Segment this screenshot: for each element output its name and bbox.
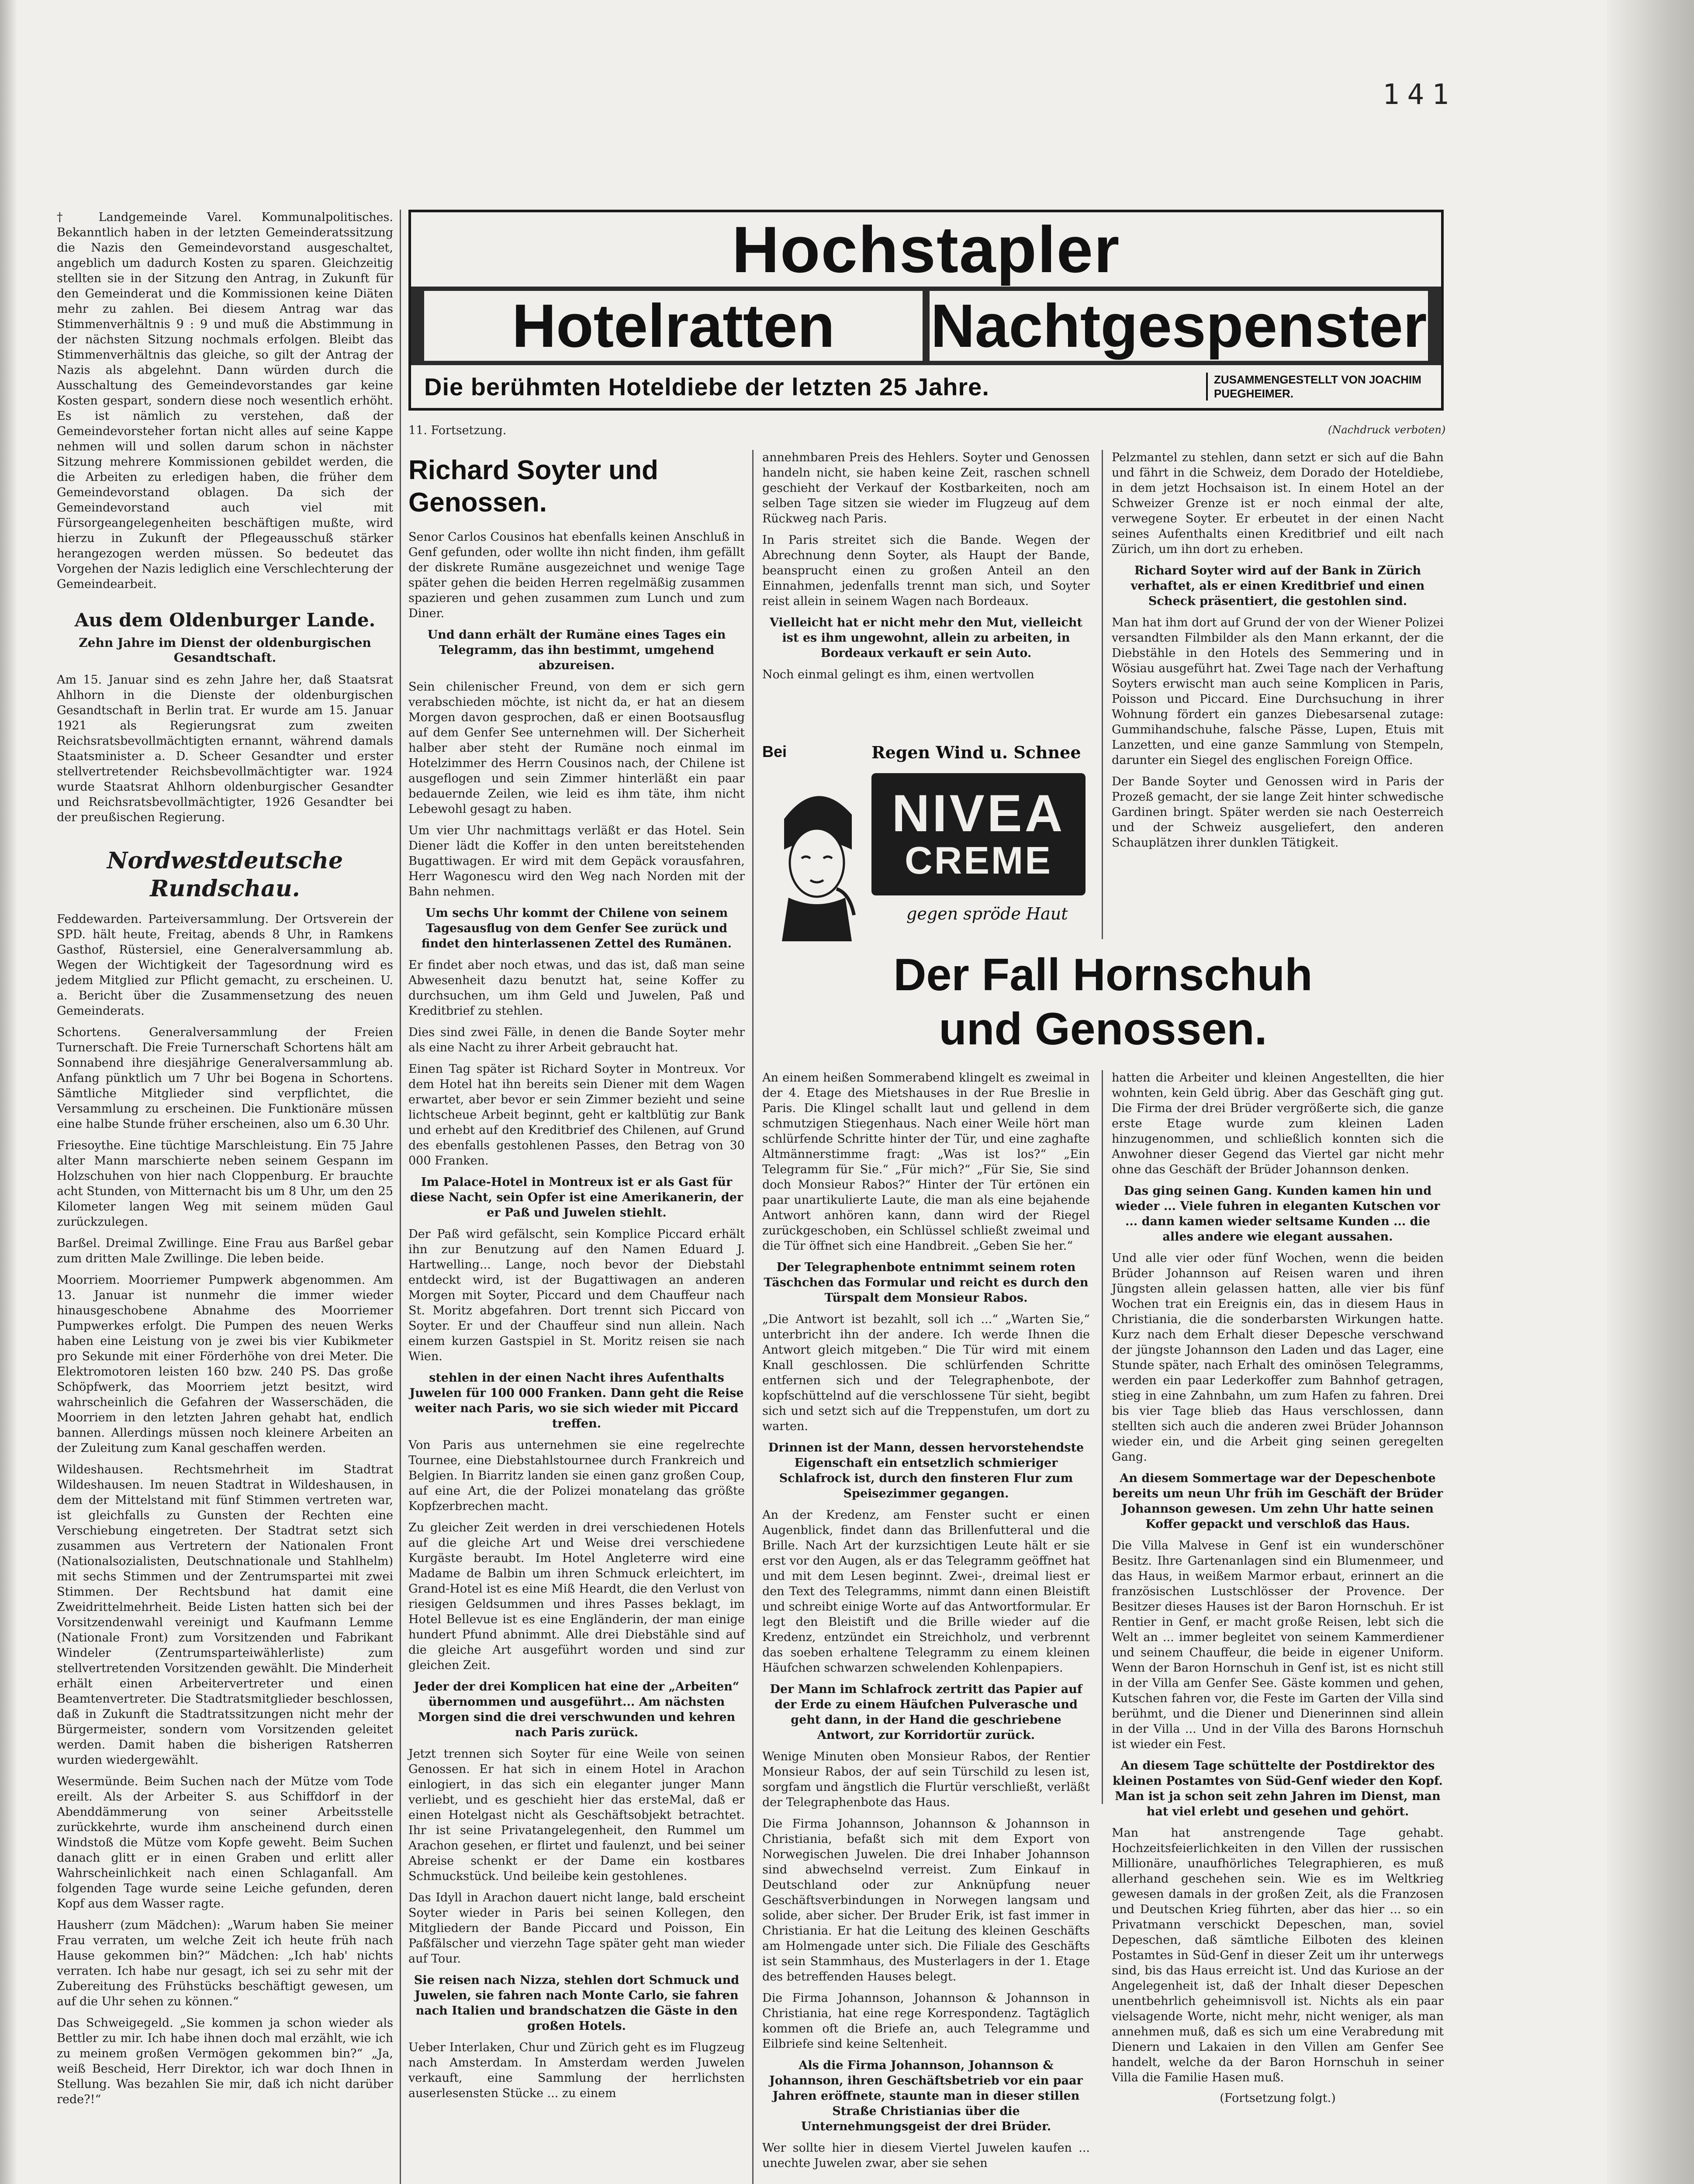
- column-rule: [400, 210, 401, 2184]
- column-rule: [1102, 450, 1103, 939]
- subheading-gesandtschaft: Zehn Jahre im Dienst der oldenburgischen Gesandtschaft.: [79, 636, 371, 665]
- woman-portrait-illustration: [775, 767, 858, 941]
- column-rule: [752, 450, 754, 2184]
- headline-credit: ZUSAMMENGESTELLT VON JOACHIM PUEGHEIMER.: [1206, 373, 1441, 401]
- article-schortens: Schortens. Generalversammlung der Freien Turnerschaft. Die Freie Turnerschaft Schortens hält am Sonnabend ihre diesjährige Generalversammlung ab. Anfang pünktlich um 7 Uhr bei Bogena in Schortens. Sämtliche Mitglieder sind verpflichtet, die Versammlung zu erscheinen. Die Funktionäre müssen eine halbe Stunde früher erscheinen, also um 6.30 Uhr.: [57, 1026, 393, 1131]
- paragraph: Der Paß wird gefälscht, sein Komplice Piccard erhält ihn zur Benutzung auf den Namen Eduard J. Hartwelling... Lange, noch bevor der Diebstahl entdeckt wird, ist der Bugattiwagen an anderen Morgen mit Soyter, Piccard und dem Chauffeur nach St. Moritz abgefahren. Dort trennt sich Piccard von Soyter. Er und der Chauffeur sind nun allein. Nach einem kurzen Gastspiel in St. Moritz reisen sie nach Wien.: [408, 1227, 745, 1363]
- paragraph: Der Bande Soyter und Genossen wird in Paris der Prozeß gemacht, der sie lange Zeit hinter schwedische Gardinen bringt. Später werden sie nach Oesterreich und der Schweiz ausgeliefert, den anderen Schauplätzen ihrer dunklen Tätigkeit.: [1112, 775, 1444, 850]
- hornschuh-title-line2: und Genossen.: [939, 1004, 1267, 1054]
- article-barssel: Barßel. Dreimal Zwillinge. Eine Frau aus Barßel gebar zum dritten Male Zwillinge. Die leben beide.: [57, 1237, 393, 1265]
- continuation-note: 11. Fortsetzung.: [408, 424, 507, 437]
- section-heading-rundschau: Nordwestdeutsche Rundschau.: [107, 847, 343, 902]
- article-wesermuende: Wesermünde. Beim Suchen nach der Mütze vom Tode ereilt. Als der Arbeiter S. aus Schiffdorf in der Abenddämmerung von seiner Arbeitsstelle zurückkehrte, wurde ihm anscheinend durch einen Windstoß die Mütze vom Kopfe geweht. Beim Suchen danach glitt er in einen Graben und erlitt aller Wahrscheinlichkeit nach einen Schlaganfall. Am folgenden Tage wurde seine Leiche gefunden, deren Kopf aus dem Wasser ragte.: [57, 1775, 393, 1911]
- column-local-news: [57, 210, 393, 2184]
- bold-lead: Im Palace-Hotel in Montreux ist er als Gast für diese Nacht, sein Opfer ist eine Amerikanerin, der er Paß und Juwelen stiehlt.: [410, 1175, 743, 1220]
- paragraph: An der Kredenz, am Fenster sucht er einen Augenblick, findet dann das Brillenfutteral und die Brille. Nach Art der kurzsichtigen Leute hält er sie erst vor den Augen, als er das Telegramm geöffnet hat und mit dem Lesen beginnt. Zwei-, dreimal liest er den Text des Telegramms, nimmt dann einen Bleistift und schreibt einige Worte auf das Antwortformular. Er legt den Bleistift und die Brille wieder auf die Kredenz, entzündet ein Streichholz, und verbrennt das soeben erhaltene Telegramm zu einem kleinen Häufchen schwarzen schwelenden Kohlenpapiers.: [762, 1508, 1090, 1675]
- paragraph: Senor Carlos Cousinos hat ebenfalls keinen Anschluß in Genf gefunden, oder wollte ihn nicht finden, ihm gefällt der diskrete Rumäne ausgezeichnet und wenige Tage später gehen die beiden Herren regelmäßig zusammen spazieren und gehen zusammen zum Lunch und zum Diner.: [408, 530, 745, 620]
- nivea-product: CREME: [905, 839, 1052, 882]
- joke-schweigegeld: Das Schweigegeld. „Sie kommen ja schon wieder als Bettler zu mir. Ich habe ihnen doch mal erzählt, wie ich zu meinem großen Vermögen gekommen bin?“ „Ja, weiß Bescheid, Herr Direktor, ich war doch Ihnen in Stellung. Was bezahlen Sie mir, daß ich nicht darüber rede?!“: [57, 2016, 393, 2106]
- section-heading-oldenburg: Aus dem Oldenburger Lande.: [74, 609, 376, 631]
- column-soyter: [408, 454, 745, 2100]
- article-varel: † Landgemeinde Varel. Kommunalpolitisches. Bekanntlich haben in der letzten Gemeinderatssitzung die Nazis den Gemeindevorstand ausgeschaltet, angeblich um dadurch Kosten zu sparen. Gleichzeitig stellten sie in der Sitzung den Antrag, in Zukunft für den Gemeinderat und die Kommissionen keine Diäten mehr zu zahlen. Bei diesem Antrag war das Stimmenverhältnis 9 : 9 und muß die Abstimmung in der nächsten Sitzung nochmals erfolgen. Bleibt das Stimmenverhältnis das gleiche, so gilt der Antrag der Nazis als abgelehnt. Dann würden durch die Ausschaltung des Gemeindevorstandes gar keine Kosten gespart, sondern diese noch wesentlich erhöht. Es ist nämlich zu verstehen, daß der Gemeindevorsteher fortan nicht alles auf seine Kappe nehmen will und sollen darum schon in nächster Sitzung mehrere Kommissionen gebildet werden, die die Arbeiten zu erledigen haben, die früher dem Gemeindevorstand oblagen. Da sich der Gemeindevorstand auch viel mit Fürsorgeangelegenheiten beschäftigen mußte, wird hierzu in Zukunft der Pflegeausschuß stärker herangezogen werden müssen. So bedeutet das Vorgehen der Nazis lediglich eine Verschlechterung der Gemeindearbeit.: [57, 211, 393, 591]
- headline-bottom: [411, 365, 1441, 408]
- to-be-continued: (Fortsetzung folgt.): [1220, 2091, 1336, 2105]
- paragraph: annehmbaren Preis des Hehlers. Soyter und Genossen handeln nicht, sie haben keine Zeit, raschen schnell geschieht der Verkauf der Kostbarkeiten, noch am selben Tage sitzen sie wieder im Flugzeug auf dem Rückweg nach Paris.: [762, 451, 1090, 525]
- bold-lead: Und dann erhält der Rumäne eines Tages ein Telegramm, das ihn bestimmt, umgehend abzureisen.: [427, 628, 726, 672]
- serial-headline-banner: [408, 210, 1444, 411]
- headline-right-cell: Nachtgespenster: [930, 291, 1428, 361]
- paragraph: Die Firma Johannson, Johannson & Johannson in Christiania, hat eine rege Korrespondenz. Tagtäglich kommen oft die Briefe an, auch Telegramme und Eilbriefe sind keine Seltenheit.: [762, 1991, 1090, 2051]
- paragraph: Wenige Minuten oben Monsieur Rabos, der Rentier Monsieur Rabos, der auf sein Türschild zu lesen ist, sorgfam und ängstlich die Flurtür verschließt, verläßt der Telegraphenbote das Haus.: [762, 1750, 1090, 1809]
- chapter-title-hornschuh: [762, 948, 1444, 1061]
- paragraph: Jetzt trennen sich Soyter für eine Weile von seinen Genossen. Er hat sich in einem Hotel in Arachon einlogiert, in das sich ein eleganter junger Mann verliebt, und es geschieht hier das ersteMal, daß er einen Hotelgast nicht als Geschäftsobjekt betrachtet. Ihr ist seine Privatangelegenheit, den Rummel um Arachon gesehen, er flirtet und faulenzt, und bei seiner Abreise schenkt er der Dame ein kostbares Schmuckstück. Und beileibe kein gestohlenes.: [408, 1747, 745, 1883]
- bold-lead: stehlen in der einen Nacht ihres Aufenthalts Juwelen für 100 000 Franken. Dann geht die Reise weiter nach Paris, wo sie sich wieder mit Piccard treffen.: [409, 1371, 744, 1431]
- ad-slogan: gegen spröde Haut: [906, 904, 1068, 923]
- column-rule: [1102, 1070, 1103, 1804]
- bold-lead: Als die Firma Johannson, Johannson & Johannson, ihren Geschäftsbetrieb vor ein paar Jahren eröffnete, staunte man in dieser stillen Straße Christianias über die Unternehmungsgeist der drei Brüder.: [769, 2059, 1083, 2133]
- page-gutter: [0, 0, 17, 2184]
- reprint-notice: (Nachdruck verboten): [1328, 424, 1446, 436]
- article-ahlhorn: Am 15. Januar sind es zehn Jahre her, daß Staatsrat Ahlhorn in die Dienste der oldenburgischen Gesandtschaft in Berlin trat. Er wurde am 15. Januar 1921 als Regierungsrat zum zweiten Reichsratsbevollmächtigten ernannt, während damals Staatsminister a. D. Scheer Gesandter und erster stellvertretender Reichsbevollmächtigter war. 1924 wurde Staatsrat Ahlhorn oldenburgischer Gesandter und Reichsratsbevollmächtigter, 1926 Gesandter bei der preußischen Regierung.: [57, 673, 393, 824]
- paragraph: Pelzmantel zu stehlen, dann setzt er sich auf die Bahn und fährt in die Schweiz, dem Dorado der Hoteldiebe, in dem jetzt Hochsaison ist. In einem Hotel an der Schweizer Grenze ist er noch einmal der alte, verwegene Soyter. Er erbeutet in der einen Nacht seines Aufenthalts einen Kreditbrief und eilt nach Zürich, um ihn dort zu erheben.: [1112, 451, 1444, 556]
- paragraph: Die Villa Malvese in Genf ist ein wunderschöner Besitz. Ihre Gartenanlagen sind ein Blumenmeer, und das Haus, in weißem Marmor erbaut, erinnert an die französischen Lustschlösser der Provence. Der Besitzer dieses Hauses ist der Baron Hornschuh. Er ist Rentier in Genf, er macht große Reisen, lebt sich die Welt an ... immer begleitet von seinem Kammerdiener und seinem Chauffeur, die beide in eigener Uniform. Wenn der Baron Hornschuh in Genf ist, ist es nicht still in der Villa am Genfer See. Gäste kommen und gehen, Kutschen fahren vor, die Feste im Garten der Villa sind berühmt, und die Diener und Dienerinnen sind allein in der Villa ... Und in der Villa des Barons Hornschuh ist wieder ein Fest.: [1112, 1539, 1444, 1751]
- bold-lead: Vielleicht hat er nicht mehr den Mut, vielleicht ist es ihm ungewohnt, allein zu arbeiten, in Bordeaux verkauft er sein Auto.: [770, 616, 1082, 660]
- nivea-advertisement: [762, 743, 1090, 948]
- paragraph: An einem heißen Sommerabend klingelt es zweimal in der 4. Etage des Mietshauses in der Rue Breslie in Paris. Die Klingel schallt laut und gellend in dem schmutzigen Stiegenhaus. Nach einer Weile hört man schlürfende Schritte hinter der Tür, und eine zaghafte Altmännerstimme fragt: „Was ist los?“ „Ein Telegramm für Sie.“ „Für mich?“ „Für Sie, Sie sind doch Monsieur Rabos?“ Hinter der Tür ertönen ein paar unartikulierte Laute, die man als eine bejahende Antwort anhören kann, dann wird der Riegel zurückgeschoben, ein Schlüssel schließt zweimal und die Tür öffnet sich eine Handbreit. „Geben Sie her.“: [762, 1071, 1090, 1253]
- headline-lead: Die berühmten Hoteldiebe der letzten 25 Jahre.: [424, 373, 989, 401]
- ad-weather-line: Regen Wind u. Schnee: [871, 743, 1081, 762]
- headline-left-cell: Hotelratten: [424, 291, 923, 361]
- nivea-brand: NIVEA: [892, 784, 1065, 843]
- bold-lead: Der Telegraphenbote entnimmt seinem roten Täschchen das Formular und reicht es durch den Türspalt dem Monsieur Rabos.: [764, 1261, 1089, 1305]
- column-hornschuh-left: [762, 1070, 1090, 2170]
- bold-lead: Um sechs Uhr kommt der Chilene von seinem Tagesausflug von dem Genfer See zurück und findet den hinterlassenen Zettel des Rumänen.: [421, 906, 732, 950]
- headline-top: Hochstapler: [411, 212, 1441, 287]
- bold-lead: Das ging seinen Gang. Kunden kamen hin und wieder ... Viele fuhren in eleganten Kutschen vor ... dann kamen wieder seltsame Kunden ... die alles andere wie elegant aussahen.: [1115, 1184, 1440, 1244]
- bold-lead: Sie reisen nach Nizza, stehlen dort Schmuck und Juwelen, sie fahren nach Monte Carlo, sie fahren nach Italien und brandschatzen die Gäste in den großen Hotels.: [414, 1973, 740, 2033]
- ad-bei: Bei: [762, 743, 787, 760]
- paragraph: Dies sind zwei Fälle, in denen die Bande Soyter mehr als eine Nacht zu ihrer Arbeit gebraucht hat.: [408, 1026, 745, 1054]
- paragraph: „Die Antwort ist bezahlt, soll ich ...“ „Warten Sie,“ unterbricht ihn der andere. Ich werde Ihnen die Antwort gleich mitgeben.“ Die Tür wird mit einem Knall geschlossen. Die schlürfenden Schritte entfernen sich und der Telegraphenbote, der kopfschüttelnd auf die verschlossene Tür sieht, begibt sich und setzt sich auf die Treppenstufen, um dort zu warten.: [762, 1313, 1090, 1433]
- bold-lead: Der Mann im Schlafrock zertritt das Papier auf der Erde zu einem Häufchen Pulverasche und geht dann, in der Hand die geschriebene Antwort, zur Korridortür zurück.: [770, 1683, 1082, 1742]
- column-hornschuh-right: [1112, 1070, 1444, 2105]
- bold-lead: An diesem Sommertage war der Depeschenbote bereits um neun Uhr früh im Geschäft der Brüder Johannson gewesen. Um zehn Uhr hatte seinen Koffer gepackt und verschloß das Haus.: [1112, 1472, 1443, 1531]
- paragraph: hatten die Arbeiter und kleinen Angestellten, die hier wohnten, kein Geld übrig. Aber das Geschäft ging gut. Die Firma der drei Brüder vergrößerte sich, die ganze erste Etage wurde zum kleinen Laden hinzugenommen, und schließlich konnten sich die Anwohner dieser Gegend das Viertel gar nicht mehr ohne das Geschäft der Brüder Johannson denken.: [1112, 1071, 1444, 1176]
- headline-middle: [411, 291, 1441, 361]
- hornschuh-title-line1: Der Fall Hornschuh: [893, 950, 1313, 1000]
- paragraph: Ueber Interlaken, Chur und Zürich geht es im Flugzeug nach Amsterdam. In Amsterdam werden Juwelen verkauft, eine Sammlung der herrlichsten auserlesensten Stücke ... zu einem: [408, 2041, 745, 2100]
- paragraph: Von Paris aus unternehmen sie eine regelrechte Tournee, eine Diebstahlstournee durch Frankreich und Belgien. In Biarritz landen sie einen ganz großen Coup, auf eine Art, die der Polizei monatelang das größte Kopfzerbrechen macht.: [408, 1438, 745, 1513]
- paragraph: Man hat anstrengende Tage gehabt. Hochzeitsfeierlichkeiten in den Villen der russischen Millionäre, unaufhörliches Telegraphieren, es muß allerhand geschehen sein. Wie es im Weltkrieg gewesen damals in der großen Zeit, als die Franzosen und Deutschen Krieg führten, aber das hier ... so ein Privatmann verschickt Depeschen, man, soviel Depeschen, daß sämtliche Eilboten des kleinen Postamtes in Süd-Genf in dieser Zeit um ihr unterwegs sind, bis das Haus erreicht ist. Und das Kuriose an der Angelegenheit ist, daß der Inhalt dieser Depeschen unentbehrlich geheimnisvoll ist. Nichts als ein paar vielsagende Worte, nicht mehr, nicht weniger, als man annehmen muß, daß es sich um eine Verabredung mit Dienern und Lakaien in den Villen am Genfer See handelt, welche da der Baron Hornschuh in seiner Villa die Familie Hasen muß.: [1112, 1826, 1444, 2084]
- bold-lead: An diesem Tage schüttelte der Postdirektor des kleinen Postamtes von Süd-Genf wieder den Kopf. Man ist ja schon seit zehn Jahren im Dienst, man hat viel erlebt und gesehen und gehört.: [1113, 1759, 1443, 1818]
- nivea-logo: [871, 773, 1086, 895]
- paragraph: Einen Tag später ist Richard Soyter in Montreux. Vor dem Hotel hat ihn bereits sein Diener mit dem Wagen erwartet, aber bevor er sein Zimmer bezieht und seine lichtscheue Arbeit beginnt, geht er kaltblütig zur Bank und erhebt auf den Kreditbrief des Chilenen, auf Grund des ebenfalls gestohlenen Passes, den Betrag von 30 000 Franken.: [408, 1062, 745, 1168]
- article-feddewarden: Feddewarden. Parteiversammlung. Der Ortsverein der SPD. hält heute, Freitag, abends 8 Uhr, in Ramkens Gasthof, Rüstersiel, eine Generalversammlung ab. Wegen der Wichtigkeit der Tagesordnung wird es jedem Mitglied zur Pflicht gemacht, zu erscheinen. U. a. Bericht über die Zusammensetzung des neuen Gemeinderats.: [57, 912, 393, 1018]
- chapter-title-soyter: Richard Soyter und Genossen.: [408, 455, 658, 518]
- column-soyter-continued: [762, 450, 1090, 708]
- paragraph: Er findet aber noch etwas, und das ist, daß man seine Abwesenheit dazu benutzt hat, seine Koffer zu durchsuchen, um ihm Geld und Juwelen, Paß und Kreditbrief zu stehlen.: [408, 958, 745, 1018]
- article-moorriem: Moorriem. Moorriemer Pumpwerk abgenommen. Am 13. Januar ist nunmehr die immer wieder hinausgeschobene Abnahme des Moorriemer Pumpwerkes erfolgt. Die Pumpen des neuen Werks haben eine Leistung von je zwei bis vier Kubikmeter pro Sekunde mit einer Förderhöhe von drei Meter. Die Elektromotoren leisten 160 bzw. 240 PS. Das große Schöpfwerk, das Moorriem jetzt besitzt, wird wahrscheinlich die Gefahren der Wasserschäden, die Moorriem in den letzten Jahren gehabt hat, endlich bannen. Allerdings müssen noch kleinere Arbeiten an der Zuleitung zum Kanal geschaffen werden.: [57, 1273, 393, 1455]
- paragraph: Zu gleicher Zeit werden in drei verschiedenen Hotels auf die gleiche Art und Weise drei verschiedene Kurgäste beraubt. Im Hotel Angleterre wird eine Madame de Balbin um ihren Schmuck erleichtert, im Grand-Hotel ist es eine Miß Heardt, die den Verlust von riesigen Geldsummen und ihres Passes beklagt, im Hotel Bellevue ist es eine Engländerin, der man einige hundert Pfund abnimmt. Alle drei Diebstähle sind auf die gleiche Art ausgeführt worden und sind zur gleichen Zeit.: [408, 1521, 745, 1672]
- paragraph: Und alle vier oder fünf Wochen, wenn die beiden Brüder Johannson auf Reisen waren und ihren Jüngsten allein gelassen hatten, alle vier bis fünf Wochen trat ein Ereignis ein, das in diesem Haus in Christiania, die die sonderbarsten Wirkungen hatte. Kurz nach dem Erhalt dieser Depesche verschwand der jüngste Johannson den Laden und das Lager, eine Stunde später, nach Erhalt des ominösen Telegramms, werden ein paar Lederkoffer zum Bahnhof getragen, stieg in eine Zahnbahn, um zum Hafen zu fahren. Drei bis vier Tage blieb das Haus verschlossen, dann stellten sich auch die anderen zwei Brüder Johannson wieder ein, und die Arbeit ging seinen geregelten Gang.: [1112, 1251, 1444, 1464]
- paragraph: Noch einmal gelingt es ihm, einen wertvollen: [762, 668, 1034, 681]
- joke-hausherr: Hausherr (zum Mädchen): „Warum haben Sie meiner Frau verraten, um welche Zeit ich heute früh nach Hause gekommen bin?“ Mädchen: „Ich hab' nichts verraten. Ich habe nur gesagt, ich sei zu sehr mit der Zubereitung des Frühstücks beschäftigt gewesen, um auf die Uhr sehen zu können.“: [57, 1918, 393, 2008]
- paragraph: In Paris streitet sich die Bande. Wegen der Abrechnung denn Soyter, als Haupt der Bande, beansprucht einen zu großen Anteil an den Einnahmen, jedenfalls trennt man sich, und Soyter reist allein in seinem Wagen nach Bordeaux.: [762, 533, 1090, 608]
- paragraph: Man hat ihm dort auf Grund der von der Wiener Polizei versandten Filmbilder als den Mann erkannt, der die Diebstähle in den Hotels des Semmering und in Wösiau ausgeführt hat. Zwei Tage nach der Verhaftung Soyters erwischt man auch seine Komplicen in Paris, Poisson und Piccard. Eine Durchsuchung in ihrer Wohnung fördert ein ganzes Diebesarsenal zutage: Gummihandschuhe, falsche Pässe, Lupen, Etuis mit Lanzetten, und eine ganze Sammlung von Stempeln, darunter ein Siegel des englischen Foreign Office.: [1112, 616, 1444, 767]
- page-number: 141: [1383, 79, 1457, 111]
- paragraph: Wer sollte hier in diesem Viertel Juwelen kaufen ... unechte Juwelen zwar, aber sie sehen: [762, 2141, 1090, 2170]
- paragraph: Sein chilenischer Freund, von dem er sich gern verabschieden möchte, ist nicht da, er hat an diesem Morgen davon gesprochen, daß er einen Bootsausflug auf dem Genfer See unternehmen will. Der Sicherheit halber aber steht der Rumäne noch einmal im Hotelzimmer des Herrn Cousinos nach, der Chilene ist ausgeflogen und sein Zimmer hinterläßt ein paar bedauernde Zeilen, wie leid es ihm täte, ihm nicht Lebewohl gesagt zu haben.: [408, 680, 745, 816]
- bold-lead: Richard Soyter wird auf der Bank in Zürich verhaftet, als er einen Kreditbrief und einen Scheck präsentiert, die gestohlen sind.: [1130, 564, 1425, 608]
- bold-lead: Jeder der drei Komplicen hat eine der „Arbeiten“ übernommen und ausgeführt... Am nächsten Morgen sind die drei verschwunden und kehren nach Paris zurück.: [414, 1680, 740, 1739]
- paragraph: Um vier Uhr nachmittags verläßt er das Hotel. Sein Diener lädt die Koffer in den unten bereitstehenden Bugattiwagen. Er wird mit dem Gepäck vorausfahren, Herr Wagonescu wird den Weg nach Norden mit der Bahn nehmen.: [408, 824, 745, 898]
- paragraph: Die Firma Johannson, Johannson & Johannson in Christiania, befaßt sich mit dem Export von Norwegischen Juwelen. Die drei Inhaber Johannson sind abwechselnd verreist. Zum Einkauf in Deutschland oder zur Anknüpfung neuer Geschäftsverbindungen in Norwegen langsam und solide, aber sicher. Der Bruder Erik, ist fast immer in Christiania. Er hat die Leitung des kleinen Geschäfts am Holmengade unter sich. Die Filiale des Geschäfts ist sein Stammhaus, des Musterlagers in der 1. Etage des betreffenden Hauses belegt.: [762, 1817, 1090, 1984]
- article-wildeshausen: Wildeshausen. Rechtsmehrheit im Stadtrat Wildeshausen. Im neuen Stadtrat in Wildeshausen, in dem der Mittelstand mit fünf Stimmen vertreten war, ist gleichfalls zu Gunsten der Rechten eine Verschiebung eingetreten. Der Stadtrat setzt sich zusammen aus Vertretern der Nationalen Front (Nationalsozialisten, Deutschnationale und Stahlhelm) mit sechs Stimmen und der Zentrumspartei mit zwei Stimmen. Der Rechtsbund hat damit eine Zweidrittelmehrheit. Beide Listen hatten sich bei der Vorsitzendenwahl vereinigt und Kaufmann Lemme (Nationale Front) zum Vorsitzenden und Fabrikant Windeler (Zentrumsparteiwählerliste) zum stellvertretenden Vorsitzenden gewählt. Die Minderheit erhält einen Arbeitervertreter und einen Beamtenvertreter. Die Stadtratsmitglieder beschlossen, daß in Zukunft die Stadtratssitzungen nicht mehr der Bürgermeister, sondern vom Vorsitzenden geleitet werden. Damit haben die bisherigen Ratsherren wurden wiedergewählt.: [57, 1463, 393, 1767]
- paragraph: Das Idyll in Arachon dauert nicht lange, bald erscheint Soyter wieder in Paris bei seinen Kollegen, den Mitgliedern der Bande Piccard und Poisson, Ein Paßfälscher und vierzehn Tage später geht man wieder auf Tour.: [408, 1891, 745, 1966]
- bold-lead: Drinnen ist der Mann, dessen hervorstehendste Eigenschaft ein entsetzlich schmieriger Schlafrock ist, durch den finsteren Flur zum Speisezimmer gegangen.: [768, 1441, 1084, 1500]
- article-friesoythe: Friesoythe. Eine tüchtige Marschleistung. Ein 75 Jahre alter Mann marschierte neben seinem Gespann im Holzschuhen von hier nach Cloppenburg. Er brauchte acht Stunden, von Mitternacht bis um 8 Uhr, um den 25 Kilometer langen Weg mit seinem müden Gaul zurückzulegen.: [57, 1139, 393, 1229]
